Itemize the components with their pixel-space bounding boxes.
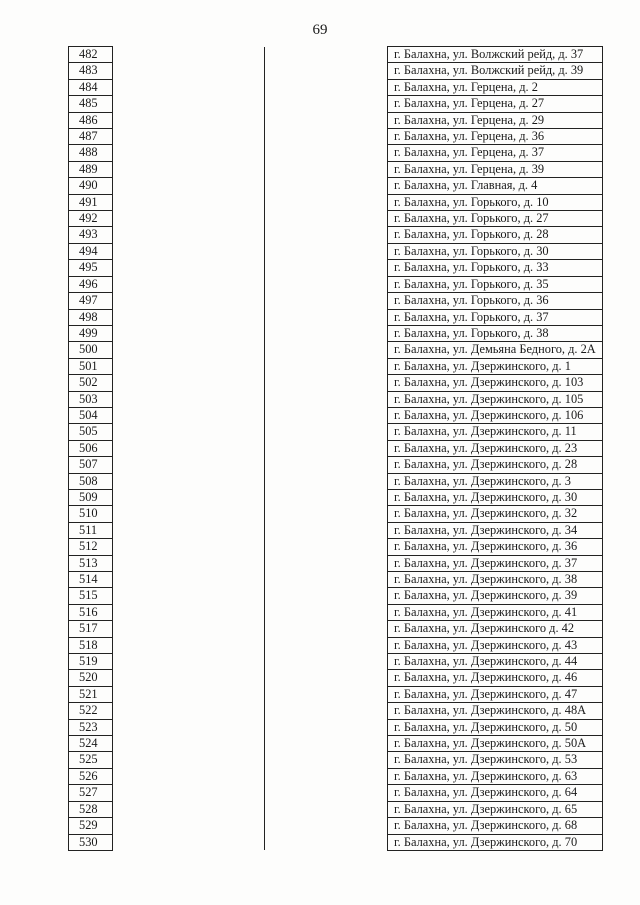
row-number: 512 (69, 539, 113, 555)
empty-cell (265, 489, 388, 505)
address-cell: г. Балахна, ул. Герцена, д. 29 (388, 112, 603, 128)
row-number: 489 (69, 161, 113, 177)
empty-cell (265, 79, 388, 95)
address-cell: г. Балахна, ул. Дзержинского, д. 28 (388, 457, 603, 473)
row-number: 520 (69, 670, 113, 686)
empty-cell (113, 227, 265, 243)
empty-cell (265, 407, 388, 423)
table-row (69, 588, 603, 604)
address-cell: г. Балахна, ул. Горького, д. 36 (388, 293, 603, 309)
table-row (69, 457, 603, 473)
empty-cell (265, 194, 388, 210)
address-cell: г. Балахна, ул. Дзержинского, д. 32 (388, 506, 603, 522)
address-cell: г. Балахна, ул. Дзержинского, д. 105 (388, 391, 603, 407)
row-number: 505 (69, 424, 113, 440)
empty-cell (113, 539, 265, 555)
table-row (69, 79, 603, 95)
address-cell: г. Балахна, ул. Дзержинского, д. 103 (388, 375, 603, 391)
empty-cell (265, 572, 388, 588)
table-row (69, 768, 603, 784)
address-cell: г. Балахна, ул. Горького, д. 27 (388, 211, 603, 227)
empty-cell (265, 588, 388, 604)
empty-cell (265, 276, 388, 292)
empty-cell (113, 522, 265, 538)
address-cell: г. Балахна, ул. Главная, д. 4 (388, 178, 603, 194)
empty-cell (113, 211, 265, 227)
address-cell: г. Балахна, ул. Дзержинского, д. 38 (388, 572, 603, 588)
empty-cell (265, 375, 388, 391)
address-cell: г. Балахна, ул. Дзержинского, д. 11 (388, 424, 603, 440)
row-number: 502 (69, 375, 113, 391)
address-cell: г. Балахна, ул. Дзержинского, д. 50 (388, 719, 603, 735)
row-number: 501 (69, 358, 113, 374)
row-number: 516 (69, 604, 113, 620)
empty-cell (113, 670, 265, 686)
empty-cell (265, 736, 388, 752)
address-cell: г. Балахна, ул. Горького, д. 37 (388, 309, 603, 325)
empty-cell (113, 686, 265, 702)
empty-cell (265, 555, 388, 571)
empty-cell (265, 227, 388, 243)
address-cell: г. Балахна, ул. Дзержинского, д. 50А (388, 736, 603, 752)
row-number: 525 (69, 752, 113, 768)
row-number: 494 (69, 243, 113, 259)
address-cell: г. Балахна, ул. Дзержинского, д. 64 (388, 785, 603, 801)
empty-cell (113, 785, 265, 801)
empty-cell (265, 522, 388, 538)
address-cell: г. Балахна, ул. Дзержинского, д. 48А (388, 703, 603, 719)
table-row (69, 112, 603, 128)
table-row (69, 719, 603, 735)
table-row (69, 227, 603, 243)
empty-cell (113, 588, 265, 604)
address-cell: г. Балахна, ул. Дзержинского, д. 1 (388, 358, 603, 374)
empty-cell (265, 768, 388, 784)
address-cell: г. Балахна, ул. Дзержинского, д. 39 (388, 588, 603, 604)
empty-cell (265, 801, 388, 817)
address-cell: г. Балахна, ул. Горького, д. 30 (388, 243, 603, 259)
address-table-body (69, 47, 603, 851)
empty-cell (113, 654, 265, 670)
empty-cell (113, 703, 265, 719)
empty-cell (113, 342, 265, 358)
row-number: 488 (69, 145, 113, 161)
address-cell: г. Балахна, ул. Дзержинского, д. 37 (388, 555, 603, 571)
table-row (69, 407, 603, 423)
row-number: 506 (69, 440, 113, 456)
empty-cell (265, 719, 388, 735)
row-number: 491 (69, 194, 113, 210)
row-number: 483 (69, 63, 113, 79)
empty-cell (113, 604, 265, 620)
address-cell: г. Балахна, ул. Дзержинского, д. 3 (388, 473, 603, 489)
empty-cell (265, 457, 388, 473)
empty-cell (265, 785, 388, 801)
address-cell: г. Балахна, ул. Герцена, д. 37 (388, 145, 603, 161)
empty-cell (265, 358, 388, 374)
empty-cell (265, 473, 388, 489)
table-row (69, 621, 603, 637)
address-cell: г. Балахна, ул. Горького, д. 38 (388, 325, 603, 341)
row-number: 517 (69, 621, 113, 637)
table-row (69, 129, 603, 145)
empty-cell (113, 736, 265, 752)
row-number: 499 (69, 325, 113, 341)
empty-cell (113, 129, 265, 145)
row-number: 521 (69, 686, 113, 702)
empty-cell (265, 391, 388, 407)
address-cell: г. Балахна, ул. Дзержинского, д. 44 (388, 654, 603, 670)
empty-cell (113, 325, 265, 341)
row-number: 492 (69, 211, 113, 227)
row-number: 482 (69, 47, 113, 63)
row-number: 509 (69, 489, 113, 505)
empty-cell (265, 670, 388, 686)
table-row (69, 309, 603, 325)
address-cell: г. Балахна, ул. Дзержинского, д. 65 (388, 801, 603, 817)
empty-cell (265, 703, 388, 719)
empty-cell (113, 473, 265, 489)
table-row (69, 375, 603, 391)
row-number: 514 (69, 572, 113, 588)
address-cell: г. Балахна, ул. Герцена, д. 2 (388, 79, 603, 95)
empty-cell (113, 375, 265, 391)
empty-cell (113, 555, 265, 571)
table-row (69, 260, 603, 276)
table-row (69, 801, 603, 817)
empty-cell (113, 194, 265, 210)
row-number: 528 (69, 801, 113, 817)
empty-cell (265, 539, 388, 555)
row-number: 513 (69, 555, 113, 571)
address-cell: г. Балахна, ул. Горького, д. 33 (388, 260, 603, 276)
address-cell: г. Балахна, ул. Дзержинского, д. 68 (388, 818, 603, 834)
row-number: 507 (69, 457, 113, 473)
row-number: 530 (69, 834, 113, 850)
row-number: 504 (69, 407, 113, 423)
table-row (69, 243, 603, 259)
empty-cell (265, 211, 388, 227)
address-cell: г. Балахна, ул. Дзержинского, д. 30 (388, 489, 603, 505)
row-number: 496 (69, 276, 113, 292)
empty-cell (265, 818, 388, 834)
row-number: 495 (69, 260, 113, 276)
table-row (69, 654, 603, 670)
page-number: 69 (312, 22, 328, 38)
empty-cell (113, 719, 265, 735)
address-cell: г. Балахна, ул. Волжский рейд, д. 37 (388, 47, 603, 63)
address-cell: г. Балахна, ул. Дзержинского, д. 36 (388, 539, 603, 555)
table-row (69, 736, 603, 752)
row-number: 515 (69, 588, 113, 604)
empty-cell (113, 621, 265, 637)
table-row (69, 752, 603, 768)
address-table (68, 46, 603, 851)
address-cell: г. Балахна, ул. Дзержинского, д. 46 (388, 670, 603, 686)
row-number: 498 (69, 309, 113, 325)
row-number: 526 (69, 768, 113, 784)
table-row (69, 440, 603, 456)
table-row (69, 637, 603, 653)
empty-cell (265, 752, 388, 768)
empty-cell (265, 424, 388, 440)
row-number: 490 (69, 178, 113, 194)
empty-cell (265, 654, 388, 670)
table-row (69, 391, 603, 407)
empty-cell (113, 358, 265, 374)
empty-cell (113, 457, 265, 473)
row-number: 527 (69, 785, 113, 801)
empty-cell (113, 440, 265, 456)
address-cell: г. Балахна, ул. Дзержинского, д. 53 (388, 752, 603, 768)
empty-cell (265, 145, 388, 161)
address-cell: г. Балахна, ул. Дзержинского, д. 63 (388, 768, 603, 784)
address-cell: г. Балахна, ул. Дзержинского, д. 41 (388, 604, 603, 620)
empty-cell (113, 572, 265, 588)
empty-cell (113, 506, 265, 522)
row-number: 524 (69, 736, 113, 752)
empty-cell (113, 79, 265, 95)
address-cell: г. Балахна, ул. Герцена, д. 39 (388, 161, 603, 177)
empty-cell (113, 424, 265, 440)
empty-cell (113, 96, 265, 112)
table-row (69, 211, 603, 227)
row-number: 493 (69, 227, 113, 243)
address-cell: г. Балахна, ул. Дзержинского, д. 47 (388, 686, 603, 702)
empty-cell (113, 768, 265, 784)
empty-cell (265, 440, 388, 456)
table-row (69, 293, 603, 309)
empty-cell (265, 178, 388, 194)
table-row (69, 703, 603, 719)
empty-cell (265, 96, 388, 112)
table-row (69, 604, 603, 620)
empty-cell (113, 161, 265, 177)
table-row (69, 161, 603, 177)
row-number: 503 (69, 391, 113, 407)
address-cell: г. Балахна, ул. Дзержинского, д. 70 (388, 834, 603, 850)
table-row (69, 555, 603, 571)
address-cell: г. Балахна, ул. Герцена, д. 27 (388, 96, 603, 112)
table-row (69, 670, 603, 686)
empty-cell (113, 407, 265, 423)
empty-cell (113, 834, 265, 850)
table-row (69, 539, 603, 555)
row-number: 511 (69, 522, 113, 538)
table-row (69, 96, 603, 112)
address-cell: г. Балахна, ул. Герцена, д. 36 (388, 129, 603, 145)
row-number: 486 (69, 112, 113, 128)
address-cell: г. Балахна, ул. Дзержинского, д. 43 (388, 637, 603, 653)
address-cell: г. Балахна, ул. Горького, д. 28 (388, 227, 603, 243)
address-cell: г. Балахна, ул. Горького, д. 10 (388, 194, 603, 210)
empty-cell (113, 47, 265, 63)
table-row (69, 489, 603, 505)
address-cell: г. Балахна, ул. Дзержинского, д. 106 (388, 407, 603, 423)
table-row (69, 63, 603, 79)
table-row (69, 686, 603, 702)
row-number: 500 (69, 342, 113, 358)
empty-cell (265, 129, 388, 145)
empty-cell (113, 63, 265, 79)
empty-cell (113, 276, 265, 292)
row-number: 485 (69, 96, 113, 112)
empty-cell (113, 145, 265, 161)
row-number: 497 (69, 293, 113, 309)
empty-cell (113, 489, 265, 505)
row-number: 518 (69, 637, 113, 653)
empty-cell (113, 260, 265, 276)
empty-cell (265, 604, 388, 620)
row-number: 508 (69, 473, 113, 489)
empty-cell (265, 63, 388, 79)
empty-cell (265, 243, 388, 259)
empty-cell (113, 112, 265, 128)
table-row (69, 276, 603, 292)
empty-cell (265, 325, 388, 341)
table-row (69, 572, 603, 588)
table-row (69, 424, 603, 440)
table-row (69, 194, 603, 210)
address-cell: г. Балахна, ул. Горького, д. 35 (388, 276, 603, 292)
table-row (69, 473, 603, 489)
empty-cell (265, 309, 388, 325)
row-number: 529 (69, 818, 113, 834)
empty-cell (265, 621, 388, 637)
table-row (69, 145, 603, 161)
address-cell: г. Балахна, ул. Дзержинского, д. 23 (388, 440, 603, 456)
empty-cell (265, 342, 388, 358)
empty-cell (113, 637, 265, 653)
empty-cell (265, 506, 388, 522)
row-number: 510 (69, 506, 113, 522)
address-cell: г. Балахна, ул. Дзержинского, д. 34 (388, 522, 603, 538)
table-row (69, 47, 603, 63)
row-number: 519 (69, 654, 113, 670)
empty-cell (113, 178, 265, 194)
empty-cell (113, 243, 265, 259)
empty-cell (113, 391, 265, 407)
address-cell: г. Балахна, ул. Демьяна Бедного, д. 2А (388, 342, 603, 358)
empty-cell (113, 801, 265, 817)
empty-cell (113, 818, 265, 834)
table-row (69, 818, 603, 834)
empty-cell (265, 293, 388, 309)
empty-cell (113, 293, 265, 309)
empty-cell (265, 834, 388, 850)
address-cell: г. Балахна, ул. Волжский рейд, д. 39 (388, 63, 603, 79)
empty-cell (265, 112, 388, 128)
empty-cell (265, 637, 388, 653)
address-cell: г. Балахна, ул. Дзержинского д. 42 (388, 621, 603, 637)
row-number: 484 (69, 79, 113, 95)
table-row (69, 506, 603, 522)
empty-cell (265, 47, 388, 63)
row-number: 522 (69, 703, 113, 719)
empty-cell (265, 161, 388, 177)
empty-cell (113, 309, 265, 325)
row-number: 523 (69, 719, 113, 735)
empty-cell (265, 260, 388, 276)
table-row (69, 834, 603, 850)
row-number: 487 (69, 129, 113, 145)
table-row (69, 325, 603, 341)
table-row (69, 522, 603, 538)
table-row (69, 178, 603, 194)
table-row (69, 342, 603, 358)
empty-cell (265, 686, 388, 702)
empty-cell (113, 752, 265, 768)
table-row (69, 358, 603, 374)
table-row (69, 785, 603, 801)
